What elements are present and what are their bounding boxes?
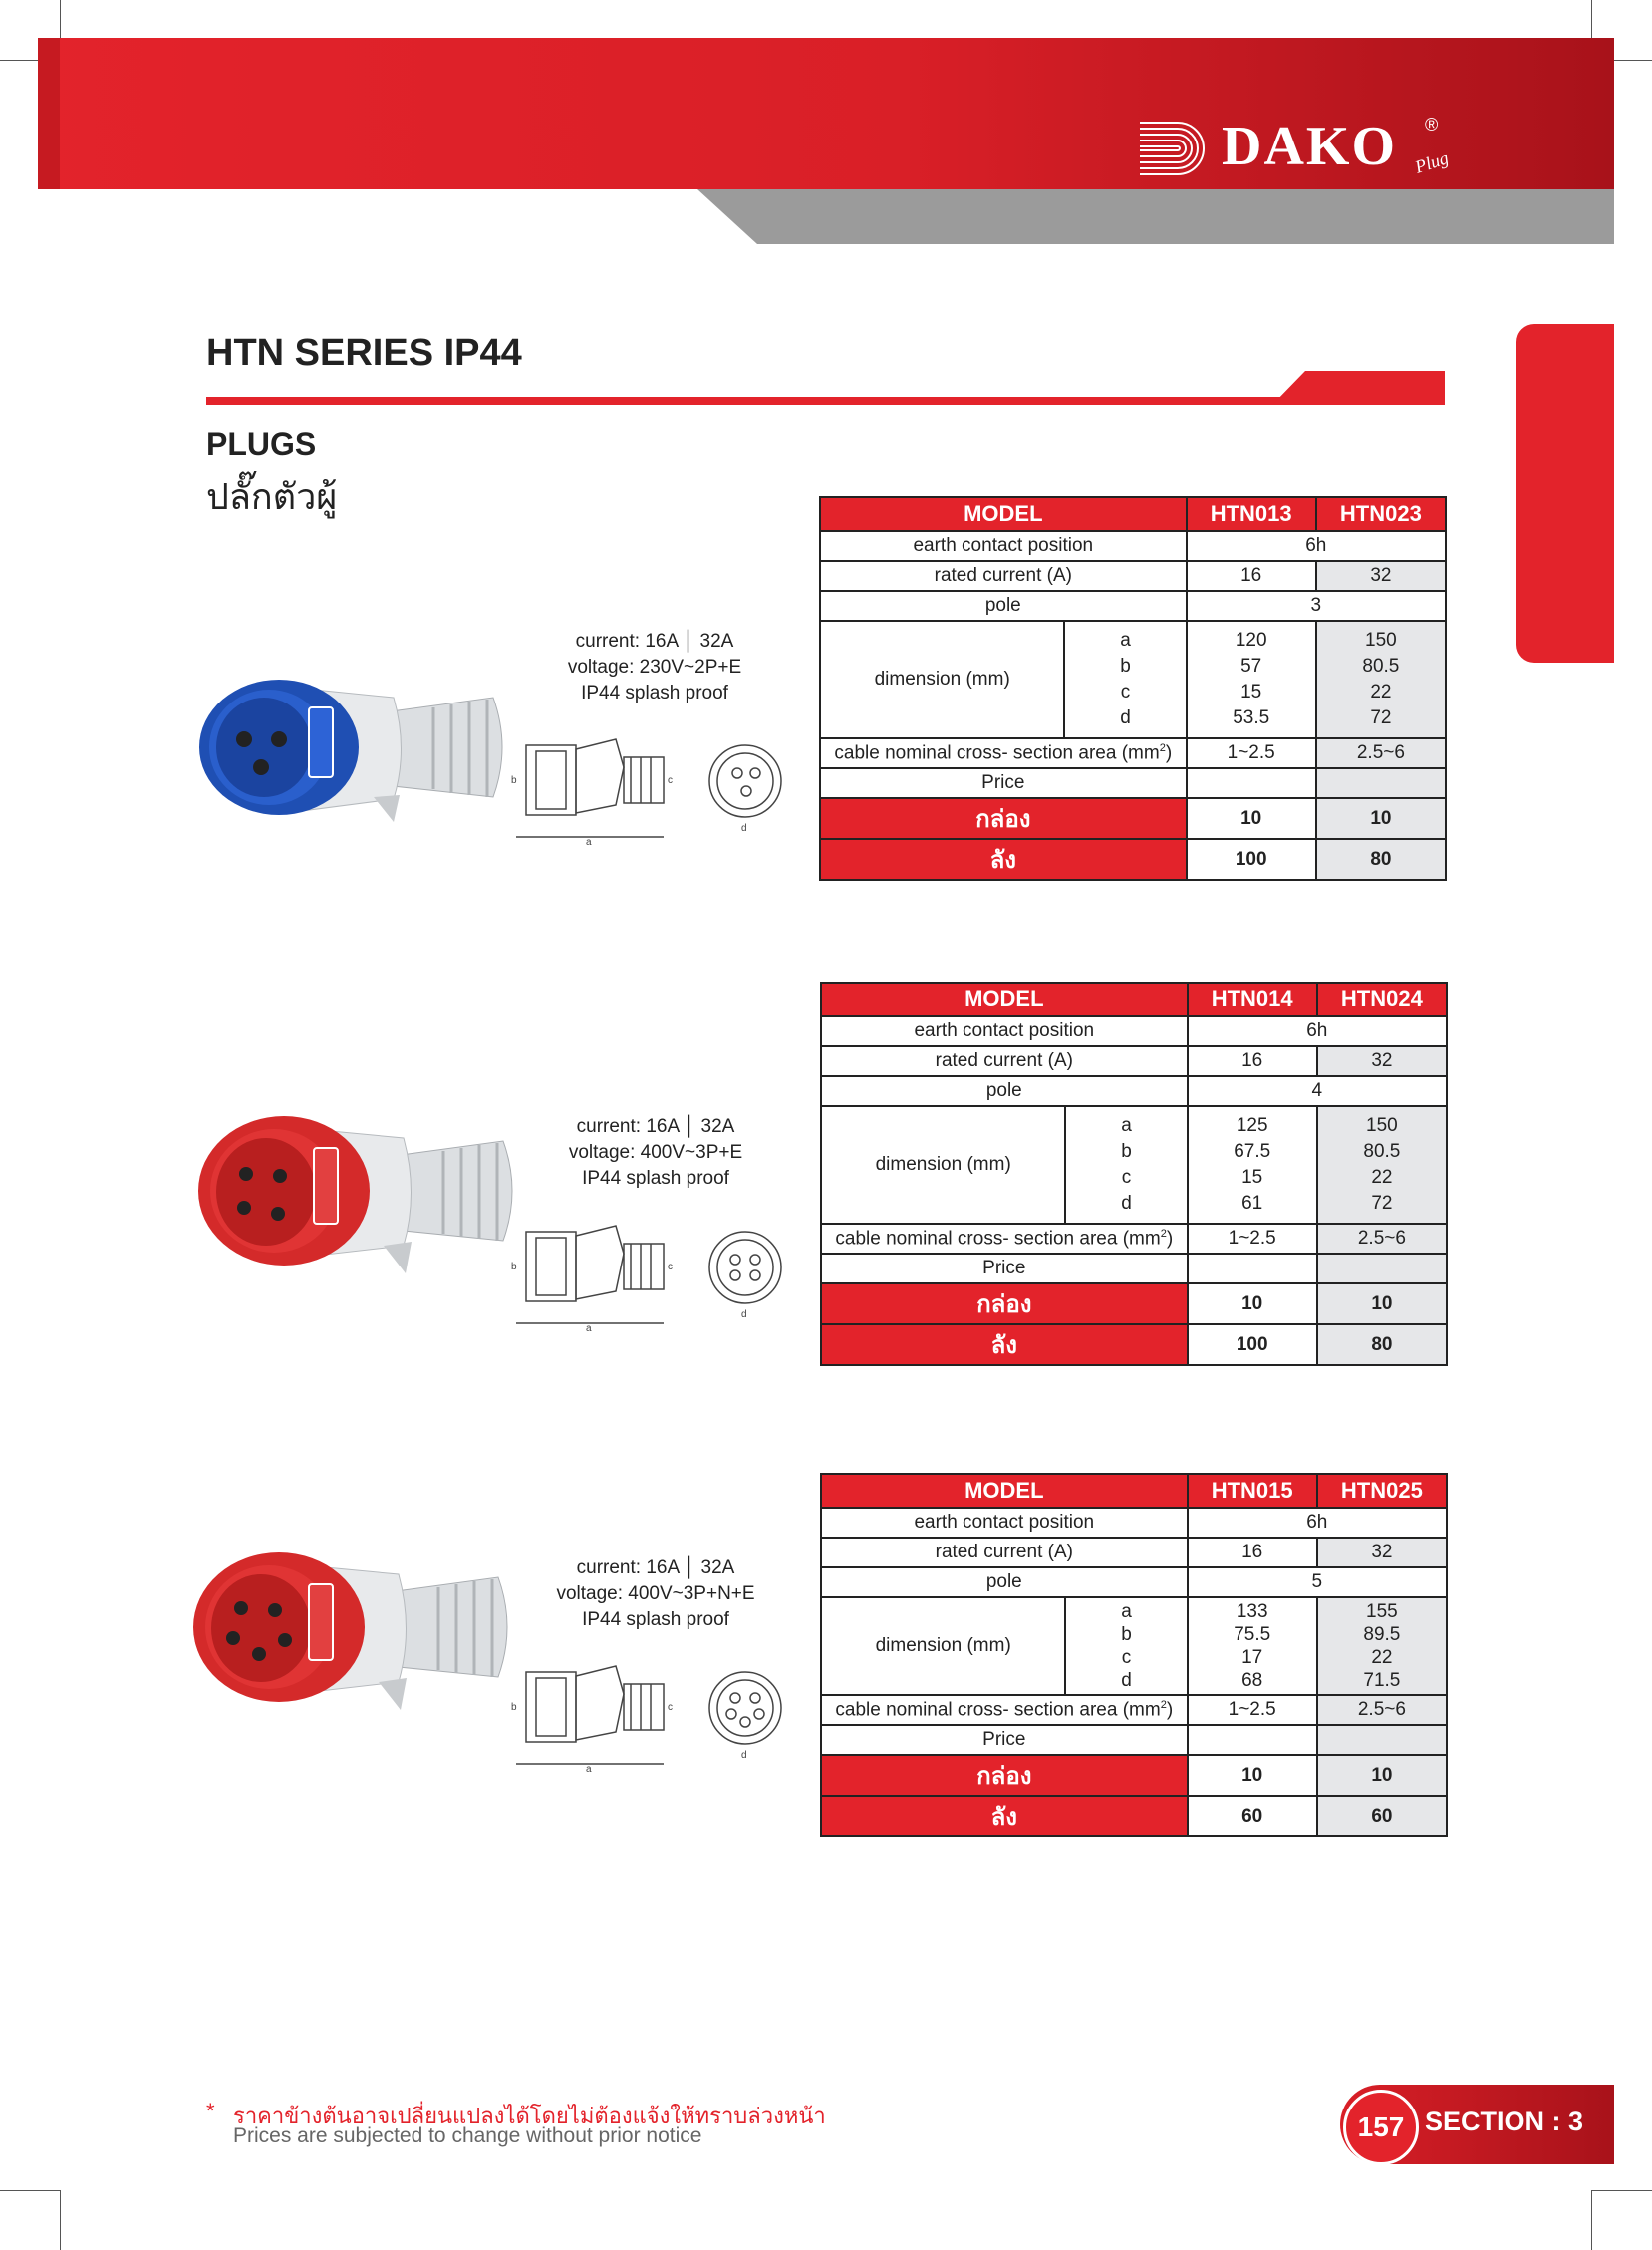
red-plug-image xyxy=(189,1543,518,1712)
row-label: ลัง xyxy=(821,1324,1188,1365)
model-header: MODEL xyxy=(820,497,1187,531)
row-label: pole xyxy=(821,1567,1188,1597)
cable-label: cable nominal cross- section area (mm xyxy=(834,742,1160,764)
product-specs xyxy=(505,629,804,706)
brand-name: DAKO xyxy=(1222,116,1397,177)
blue-plug-image xyxy=(194,668,513,827)
cell-value: 32 xyxy=(1317,1538,1447,1567)
cell-value: 125 67.5 15 61 xyxy=(1188,1106,1317,1224)
row-label: Price xyxy=(821,1254,1188,1283)
drawing-label-b: b xyxy=(511,775,517,786)
table-row xyxy=(821,1474,1447,1508)
drawing-label-a: a xyxy=(586,1323,592,1333)
cell-value: 2.5~6 xyxy=(1317,1695,1447,1725)
cell-value: 133 75.5 17 68 xyxy=(1188,1597,1317,1695)
row-label: dimension (mm) xyxy=(820,621,1064,738)
table-row xyxy=(821,1725,1447,1755)
spec-protection: IP44 splash proof xyxy=(581,683,728,703)
red-plug-image xyxy=(194,1106,523,1275)
footnote-star: * xyxy=(206,2099,215,2123)
price-cell xyxy=(1188,1725,1317,1755)
table-row xyxy=(821,1538,1447,1567)
drawing-label-b: b xyxy=(511,1262,517,1272)
cell-value: 10 xyxy=(1317,1755,1447,1796)
row-label: pole xyxy=(820,591,1187,621)
cable-label: cable nominal cross- section area (mm xyxy=(835,1228,1161,1250)
table-row xyxy=(821,1283,1447,1324)
cell-value: 100 xyxy=(1187,839,1316,880)
cable-label-close: ) xyxy=(1165,742,1173,764)
row-label: earth contact position xyxy=(821,1016,1188,1046)
row-label: กล่อง xyxy=(821,1283,1188,1324)
table-row xyxy=(821,1324,1447,1365)
table-row xyxy=(820,839,1446,880)
model-header: MODEL xyxy=(821,1474,1188,1508)
drawing-label-d: d xyxy=(741,823,747,834)
cable-label-close: ) xyxy=(1166,1699,1174,1721)
row-label xyxy=(821,1224,1188,1254)
brand-tagline: Plug xyxy=(1412,147,1452,177)
cell-value: 10 xyxy=(1188,1283,1317,1324)
dimension-keys: a b c d xyxy=(1064,621,1186,738)
table-row xyxy=(821,1567,1447,1597)
spec-table xyxy=(820,982,1448,1366)
row-label: rated current (A) xyxy=(821,1046,1188,1076)
table-row xyxy=(821,1254,1447,1283)
cell-value: 80 xyxy=(1317,1324,1447,1365)
model-name: HTN013 xyxy=(1187,497,1316,531)
red-plug-drawing xyxy=(506,1214,795,1333)
cell-value: 1~2.5 xyxy=(1188,1224,1317,1254)
spec-current: current: 16A │ 32A xyxy=(576,1116,735,1137)
header-band-edge xyxy=(38,38,60,189)
cell-value: 32 xyxy=(1316,561,1446,591)
model-name: HTN015 xyxy=(1188,1474,1317,1508)
spec-current: current: 16A │ 32A xyxy=(576,1557,735,1578)
price-cell xyxy=(1188,1254,1317,1283)
drawing-label-b: b xyxy=(511,1702,517,1713)
product-specs xyxy=(506,1114,805,1192)
cell-value: 6h xyxy=(1188,1508,1447,1538)
row-label: dimension (mm) xyxy=(821,1106,1065,1224)
table-row xyxy=(821,1224,1447,1254)
cell-value: 80 xyxy=(1316,839,1446,880)
drawing-label-c: c xyxy=(668,775,673,786)
cable-label-sup: 2 xyxy=(1160,1227,1167,1240)
cell-value: 1~2.5 xyxy=(1187,738,1316,768)
crop-mark xyxy=(0,2190,60,2191)
cell-value: 10 xyxy=(1317,1283,1447,1324)
cell-value: 6h xyxy=(1187,531,1446,561)
cell-value: 60 xyxy=(1188,1796,1317,1836)
cell-value: 1~2.5 xyxy=(1188,1695,1317,1725)
spec-current: current: 16A │ 32A xyxy=(575,631,734,652)
page-title: HTN SERIES IP44 xyxy=(206,332,522,374)
row-label: กล่อง xyxy=(821,1755,1188,1796)
model-name: HTN014 xyxy=(1188,983,1317,1016)
table-row xyxy=(820,497,1446,531)
table-row xyxy=(821,1106,1447,1224)
cell-value: 150 80.5 22 72 xyxy=(1316,621,1446,738)
table-row xyxy=(820,621,1446,738)
spec-table xyxy=(819,496,1447,881)
cell-value: 2.5~6 xyxy=(1317,1224,1447,1254)
cell-value: 32 xyxy=(1317,1046,1447,1076)
dimension-keys: a b c d xyxy=(1065,1106,1187,1224)
row-label: Price xyxy=(821,1725,1188,1755)
table-row xyxy=(820,798,1446,839)
drawing-label-d: d xyxy=(741,1750,747,1761)
price-cell xyxy=(1187,768,1316,798)
footnote-english: Prices are subjected to change without prior notice xyxy=(233,2124,702,2147)
header-gray-band xyxy=(697,189,1614,244)
spec-voltage: voltage: 400V~3P+N+E xyxy=(556,1583,755,1604)
cell-value: 2.5~6 xyxy=(1316,738,1446,768)
cell-value: 10 xyxy=(1187,798,1316,839)
row-label xyxy=(820,738,1187,768)
title-rule xyxy=(206,371,1445,405)
spec-voltage: voltage: 400V~3P+E xyxy=(568,1142,743,1163)
drawing-label-c: c xyxy=(668,1262,673,1272)
dimension-keys: a b c d xyxy=(1065,1597,1187,1695)
table-row xyxy=(821,1016,1447,1046)
model-name: HTN023 xyxy=(1316,497,1446,531)
cable-label-close: ) xyxy=(1166,1228,1174,1250)
cable-label-sup: 2 xyxy=(1159,741,1166,754)
table-row xyxy=(821,1076,1447,1106)
spec-table xyxy=(820,1473,1448,1837)
table-row xyxy=(821,1046,1447,1076)
table-row xyxy=(821,1755,1447,1796)
cell-value: 100 xyxy=(1188,1324,1317,1365)
table-row xyxy=(820,561,1446,591)
spec-voltage: voltage: 230V~2P+E xyxy=(567,657,742,678)
price-cell xyxy=(1317,1725,1447,1755)
drawing-label-c: c xyxy=(668,1702,673,1713)
cable-label-sup: 2 xyxy=(1160,1698,1167,1711)
table-row xyxy=(821,1695,1447,1725)
row-label: ลัง xyxy=(821,1796,1188,1836)
model-name: HTN024 xyxy=(1317,983,1447,1016)
footnote-thai: ราคาข้างต้นอาจเปลี่ยนแปลงได้โดยไม่ต้องแจ้งให้ทราบล่วงหน้า xyxy=(233,2104,826,2128)
drawing-label-a: a xyxy=(586,837,592,847)
model-name: HTN025 xyxy=(1317,1474,1447,1508)
price-cell xyxy=(1317,1254,1447,1283)
row-label: ลัง xyxy=(820,839,1187,880)
cell-value: 3 xyxy=(1187,591,1446,621)
row-label: กล่อง xyxy=(820,798,1187,839)
table-row xyxy=(821,1597,1447,1695)
table-row xyxy=(821,983,1447,1016)
table-row xyxy=(820,531,1446,561)
crop-mark xyxy=(1592,2190,1652,2191)
spec-protection: IP44 splash proof xyxy=(582,1609,729,1630)
section-side-tab xyxy=(1516,324,1614,663)
table-row xyxy=(821,1508,1447,1538)
row-label xyxy=(821,1695,1188,1725)
table-row xyxy=(820,768,1446,798)
crop-mark xyxy=(1591,2190,1592,2250)
cell-value: 16 xyxy=(1188,1538,1317,1567)
cell-value: 16 xyxy=(1188,1046,1317,1076)
section-label: SECTION : 3 xyxy=(1425,2107,1584,2136)
brand-registered-mark: ® xyxy=(1425,115,1439,135)
table-row xyxy=(820,738,1446,768)
cell-value: 16 xyxy=(1187,561,1316,591)
table-row xyxy=(821,1796,1447,1836)
page-number: 157 xyxy=(1343,2090,1419,2165)
row-label: rated current (A) xyxy=(821,1538,1188,1567)
dako-logo xyxy=(1138,105,1457,184)
section-subtitle: PLUGS xyxy=(206,426,317,462)
blue-plug-drawing xyxy=(506,727,795,847)
cell-value: 60 xyxy=(1317,1796,1447,1836)
cell-value: 5 xyxy=(1188,1567,1447,1597)
row-label: earth contact position xyxy=(821,1508,1188,1538)
table-row xyxy=(820,591,1446,621)
row-label: rated current (A) xyxy=(820,561,1187,591)
row-label: earth contact position xyxy=(820,531,1187,561)
cell-value: 10 xyxy=(1316,798,1446,839)
cell-value: 155 89.5 22 71.5 xyxy=(1317,1597,1447,1695)
row-label: pole xyxy=(821,1076,1188,1106)
drawing-label-a: a xyxy=(586,1764,592,1774)
cell-value: 6h xyxy=(1188,1016,1447,1046)
logo-d-icon xyxy=(1138,119,1218,178)
row-label: Price xyxy=(820,768,1187,798)
cable-label: cable nominal cross- section area (mm xyxy=(835,1699,1161,1721)
cell-value: 4 xyxy=(1188,1076,1447,1106)
product-specs xyxy=(506,1555,805,1633)
drawing-label-d: d xyxy=(741,1309,747,1320)
spec-protection: IP44 splash proof xyxy=(582,1168,729,1189)
cell-value: 10 xyxy=(1188,1755,1317,1796)
section-subtitle-thai: ปลั๊กตัวผู้ xyxy=(206,476,338,517)
cell-value: 120 57 15 53.5 xyxy=(1187,621,1316,738)
price-cell xyxy=(1316,768,1446,798)
red-plug-drawing xyxy=(506,1654,795,1774)
crop-mark xyxy=(60,2190,61,2250)
model-header: MODEL xyxy=(821,983,1188,1016)
cell-value: 150 80.5 22 72 xyxy=(1317,1106,1447,1224)
row-label: dimension (mm) xyxy=(821,1597,1065,1695)
